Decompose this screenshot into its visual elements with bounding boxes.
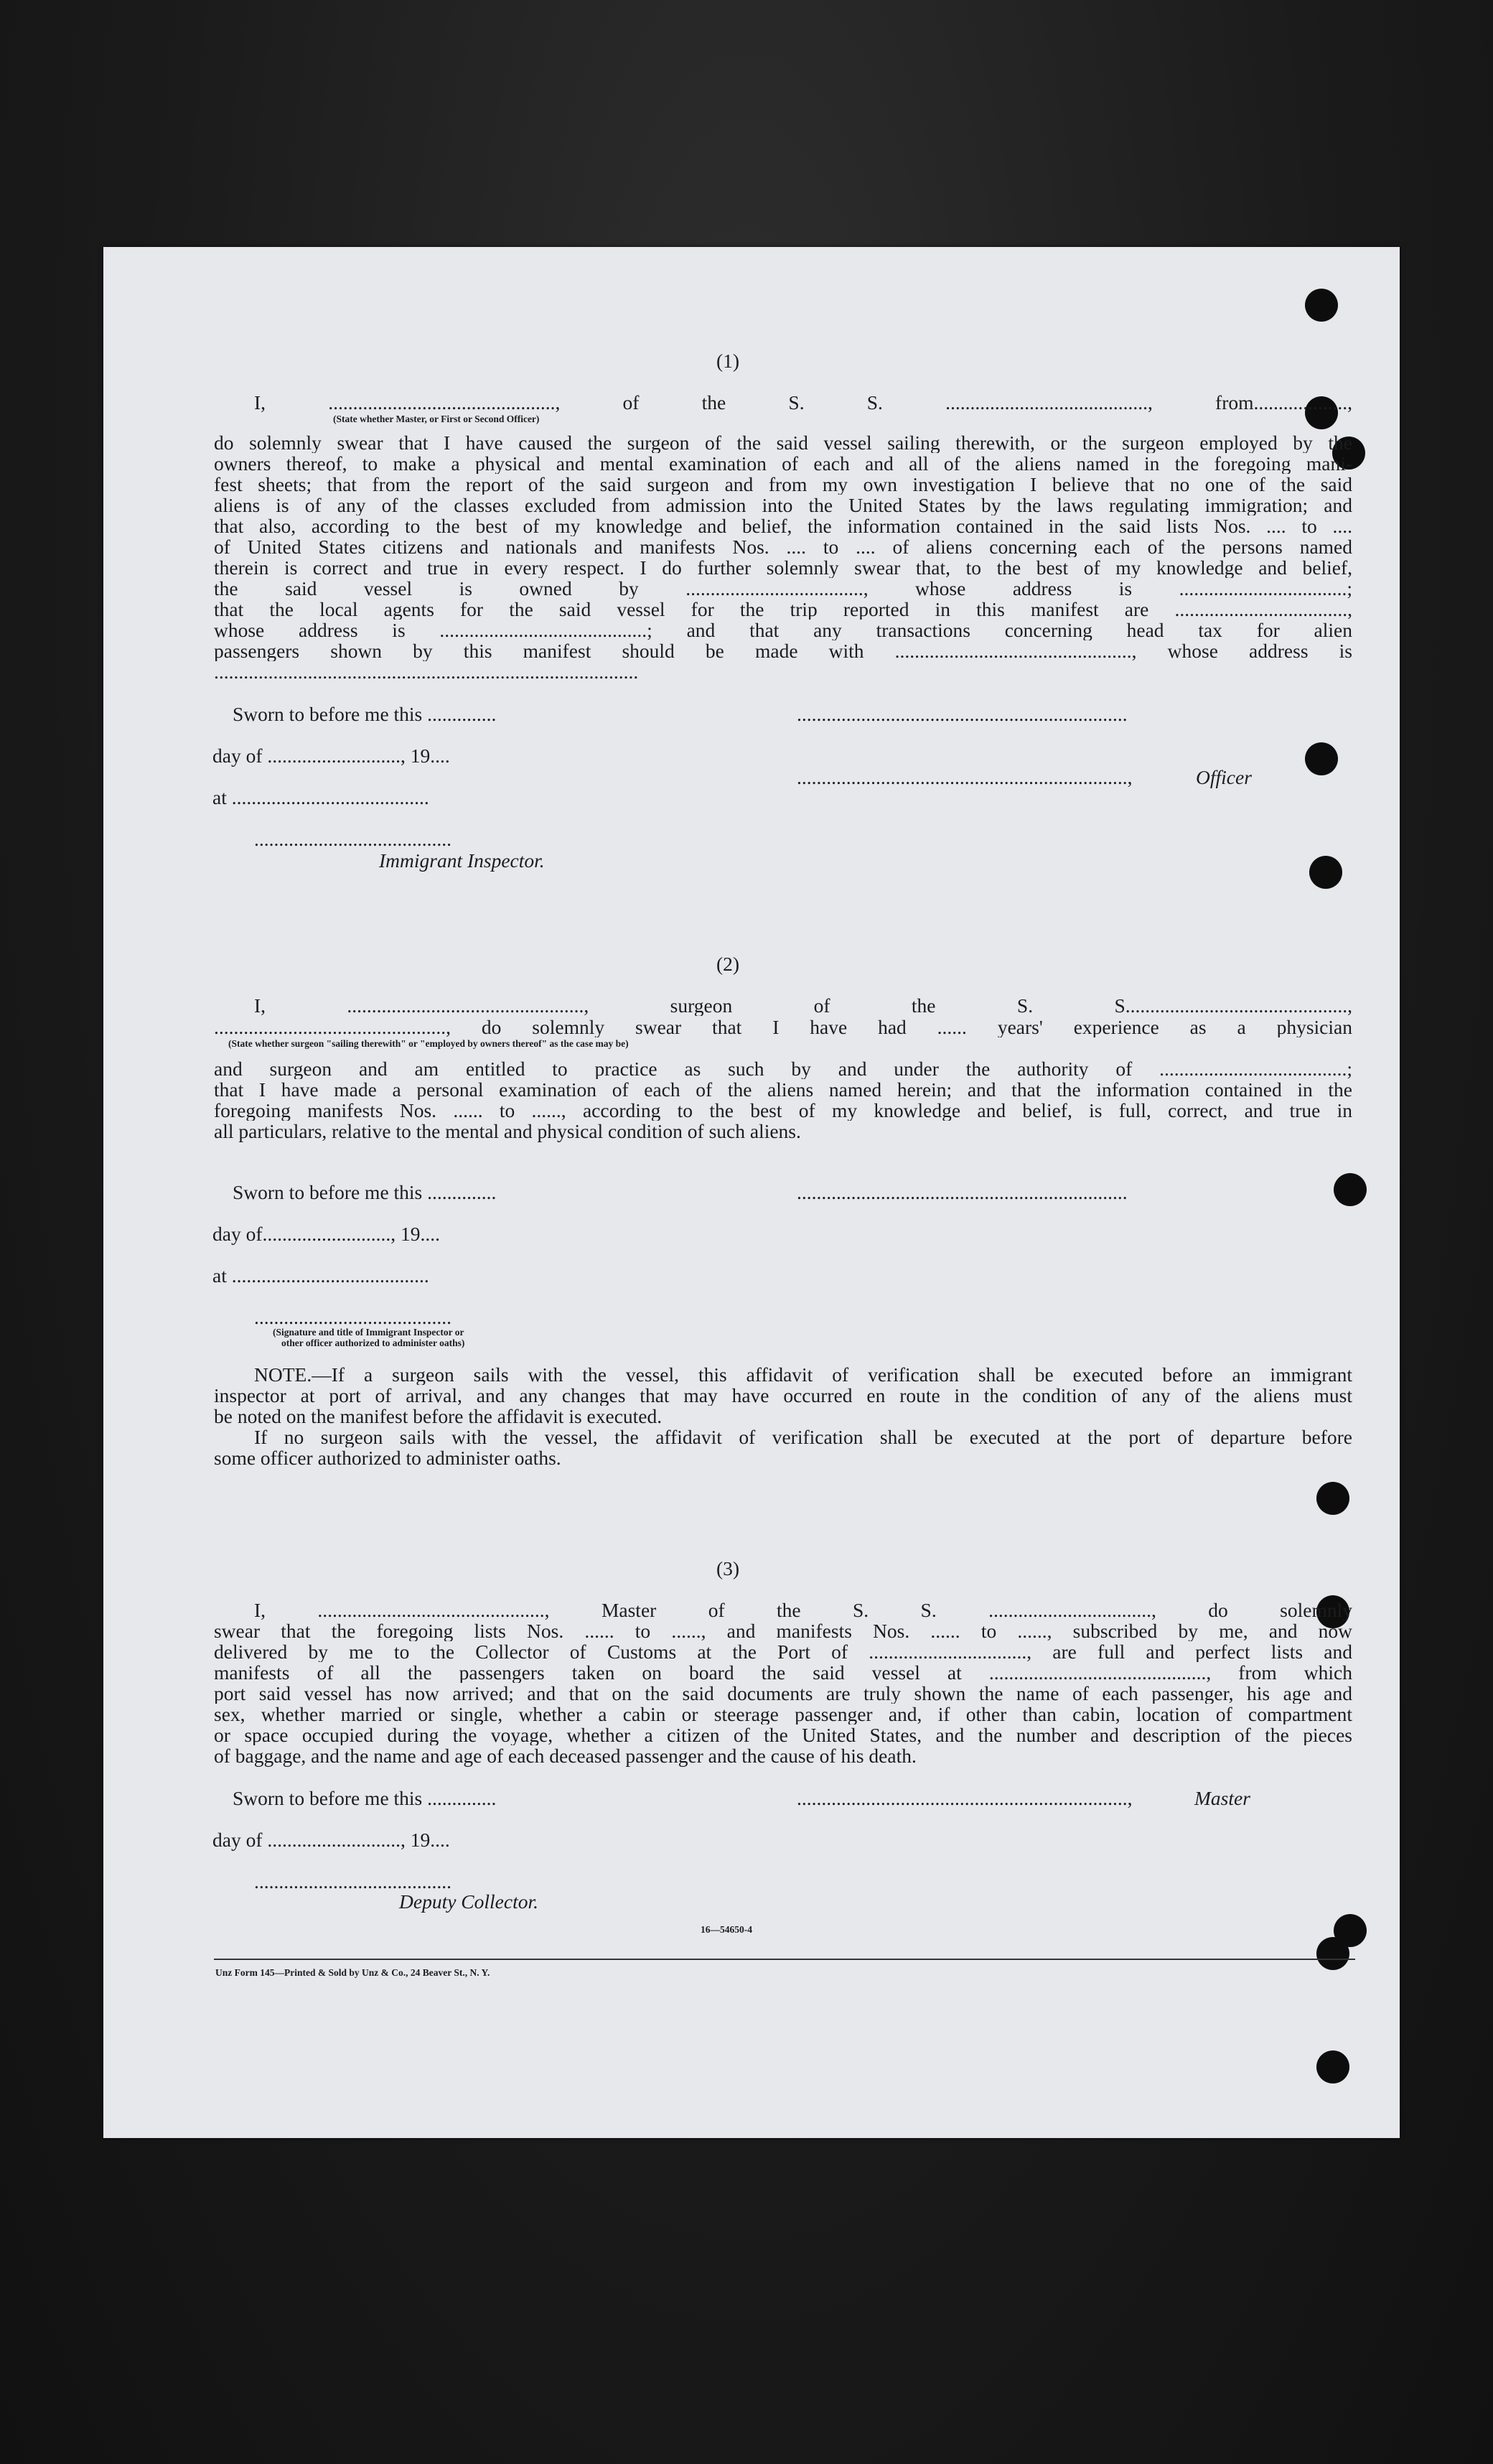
section-3-body-line: I, .............................................., Master of the S. S. ................................., do solemnly (254, 1600, 1352, 1620)
section-2-number: (2) (716, 953, 740, 975)
section-1-body-line: ...................................................................................... (214, 661, 639, 683)
punch-hole (1316, 2050, 1349, 2083)
section-3-number: (3) (716, 1557, 740, 1579)
officer-label: Officer (1196, 766, 1252, 788)
section-1-hint: (State whether Master, or First or Second Officer) (333, 414, 540, 424)
section-1-body-line: do solemnly swear that I have caused the surgeon of the said vessel sailing therewith, or the surgeon employed by the (214, 432, 1352, 453)
section-1-at: at ........................................ (212, 786, 429, 808)
section-2-body-line: that I have made a personal examination of each of the aliens named herein; and that the information contained in the (214, 1079, 1352, 1100)
section-2-day: day of.........................., 19.... (212, 1223, 440, 1245)
section-1-day: day of ..........................., 19.... (212, 745, 450, 767)
section-2-signature-line: ........................................ (254, 1306, 451, 1328)
punch-hole (1305, 289, 1338, 322)
section-3-body-line: swear that the foregoing lists Nos. ...... to ......, and manifests Nos. ...... to ......, subscribed by me, and now (214, 1620, 1352, 1641)
section-1-body-line: aliens is of any of the classes excluded from admission into the United States by the laws regulating immigration; and (214, 495, 1352, 515)
section-3-body-line: of baggage, and the name and age of each deceased passenger and the cause of his death. (214, 1745, 917, 1767)
section-3-body-line: or space occupied during the voyage, whether a citizen of the United States, and the number and description of the pieces (214, 1725, 1352, 1745)
section-1-body-line: that also, according to the best of my knowledge and belief, the information contained in the said lists Nos. .... to .... (214, 515, 1352, 536)
section-1-officer-line: ..................................................................., (797, 766, 1133, 788)
section-2-body-line: foregoing manifests Nos. ...... to ......, according to the best of my knowledge and belief, is full, correct, and true in (214, 1100, 1352, 1121)
deputy-collector-label: Deputy Collector. (399, 1890, 538, 1913)
section-1-body-line: the said vessel is owned by ...................................., whose address is ..................................; (214, 578, 1352, 599)
section-2-body-line: and surgeon and am entitled to practice as such by and under the authority of ......................................; (214, 1058, 1352, 1079)
section-3-day: day of ..........................., 19.... (212, 1829, 450, 1851)
section-1-body-line: of United States citizens and nationals and manifests Nos. .... to .... of aliens concerning each of the persons named (214, 536, 1352, 557)
section-2-line-1: I, ................................................, surgeon of the S. S............................................., (254, 995, 1352, 1016)
note-line: NOTE.—If a surgeon sails with the vessel, this affidavit of verification shall be executed before an immigrant (254, 1364, 1352, 1385)
section-2-sworn: Sworn to before me this .............. (233, 1181, 497, 1203)
section-3-master-line: ..................................................................., (797, 1787, 1133, 1809)
section-1-body-line: owners thereof, to make a physical and mental examination of each and all of the aliens named in the foregoing mani- (214, 453, 1352, 474)
form-code: 16—54650-4 (701, 1924, 752, 1935)
section-1-body-line: passengers shown by this manifest should be made with ................................................, whose address is (214, 640, 1352, 661)
section-2-at: at ........................................ (212, 1264, 429, 1287)
section-2-right-line: ................................................................... (797, 1181, 1128, 1203)
punch-hole (1305, 742, 1338, 775)
immigrant-inspector-label: Immigrant Inspector. (379, 849, 545, 872)
punch-hole (1316, 1482, 1349, 1515)
section-1-signature-line: ........................................ (254, 828, 451, 850)
punch-hole (1334, 1173, 1367, 1206)
section-1-number: (1) (716, 350, 740, 372)
form-sheet (103, 247, 1400, 2138)
note-line: be noted on the manifest before the affidavit is executed. (214, 1405, 663, 1427)
footer-rule (214, 1959, 1355, 1960)
master-label: Master (1194, 1787, 1250, 1809)
section-2-hint: (State whether surgeon "sailing therewith" or "employed by owners thereof" as the case may be) (228, 1038, 629, 1049)
section-1-body-line: that the local agents for the said vessel for the trip reported in this manifest are ..................................., (214, 599, 1352, 620)
printer-imprint: Unz Form 145—Printed & Sold by Unz & Co., 24 Beaver St., N. Y. (215, 1967, 490, 1978)
section-1-line-1: I, .............................................., of the S. S. ........................................., from..................., (254, 392, 1352, 413)
section-1-sworn: Sworn to before me this .............. (233, 703, 497, 725)
section-3-body-line: manifests of all the passengers taken on board the said vessel at ............................................, from which (214, 1662, 1352, 1683)
punch-hole (1316, 1937, 1349, 1970)
section-1-body-line: fest sheets; that from the report of the said surgeon and from my own investigation I believe that no one of the said (214, 474, 1352, 495)
section-3-signature-line: ........................................ (254, 1870, 451, 1893)
section-1-body-line: therein is correct and true in every respect. I do further solemnly swear that, to the best of my knowledge and belief, (214, 557, 1352, 578)
section-2-signature-hint: (Signature and title of Immigrant Inspector or (273, 1327, 464, 1338)
section-2-line-2: ..............................................., do solemnly swear that I have had ...... years' experience as a physician (214, 1017, 1352, 1037)
note-line: If no surgeon sails with the vessel, the affidavit of verification shall be executed at the port of departure before (254, 1427, 1352, 1447)
punch-hole (1309, 856, 1342, 889)
note-line: inspector at port of arrival, and any changes that may have occurred en route in the condition of any of the aliens must (214, 1385, 1352, 1406)
section-1-right-line: ................................................................... (797, 703, 1128, 725)
section-3-body-line: port said vessel has now arrived; and that on the said documents are truly shown the name of each passenger, his age and (214, 1683, 1352, 1704)
note-line: some officer authorized to administer oaths. (214, 1447, 561, 1469)
section-3-body-line: sex, whether married or single, whether a cabin or steerage passenger and, if other than cabin, location of compartment (214, 1704, 1352, 1725)
section-2-body-line: all particulars, relative to the mental and physical condition of such aliens. (214, 1120, 801, 1142)
section-2-signature-hint: other officer authorized to administer oaths) (281, 1338, 465, 1348)
section-1-body-line: whose address is ..........................................; and that any transactions concerning head tax for alien (214, 620, 1352, 640)
section-3-body-line: delivered by me to the Collector of Customs at the Port of ................................, are full and perfect lists and (214, 1641, 1352, 1662)
section-3-sworn: Sworn to before me this .............. (233, 1787, 497, 1809)
